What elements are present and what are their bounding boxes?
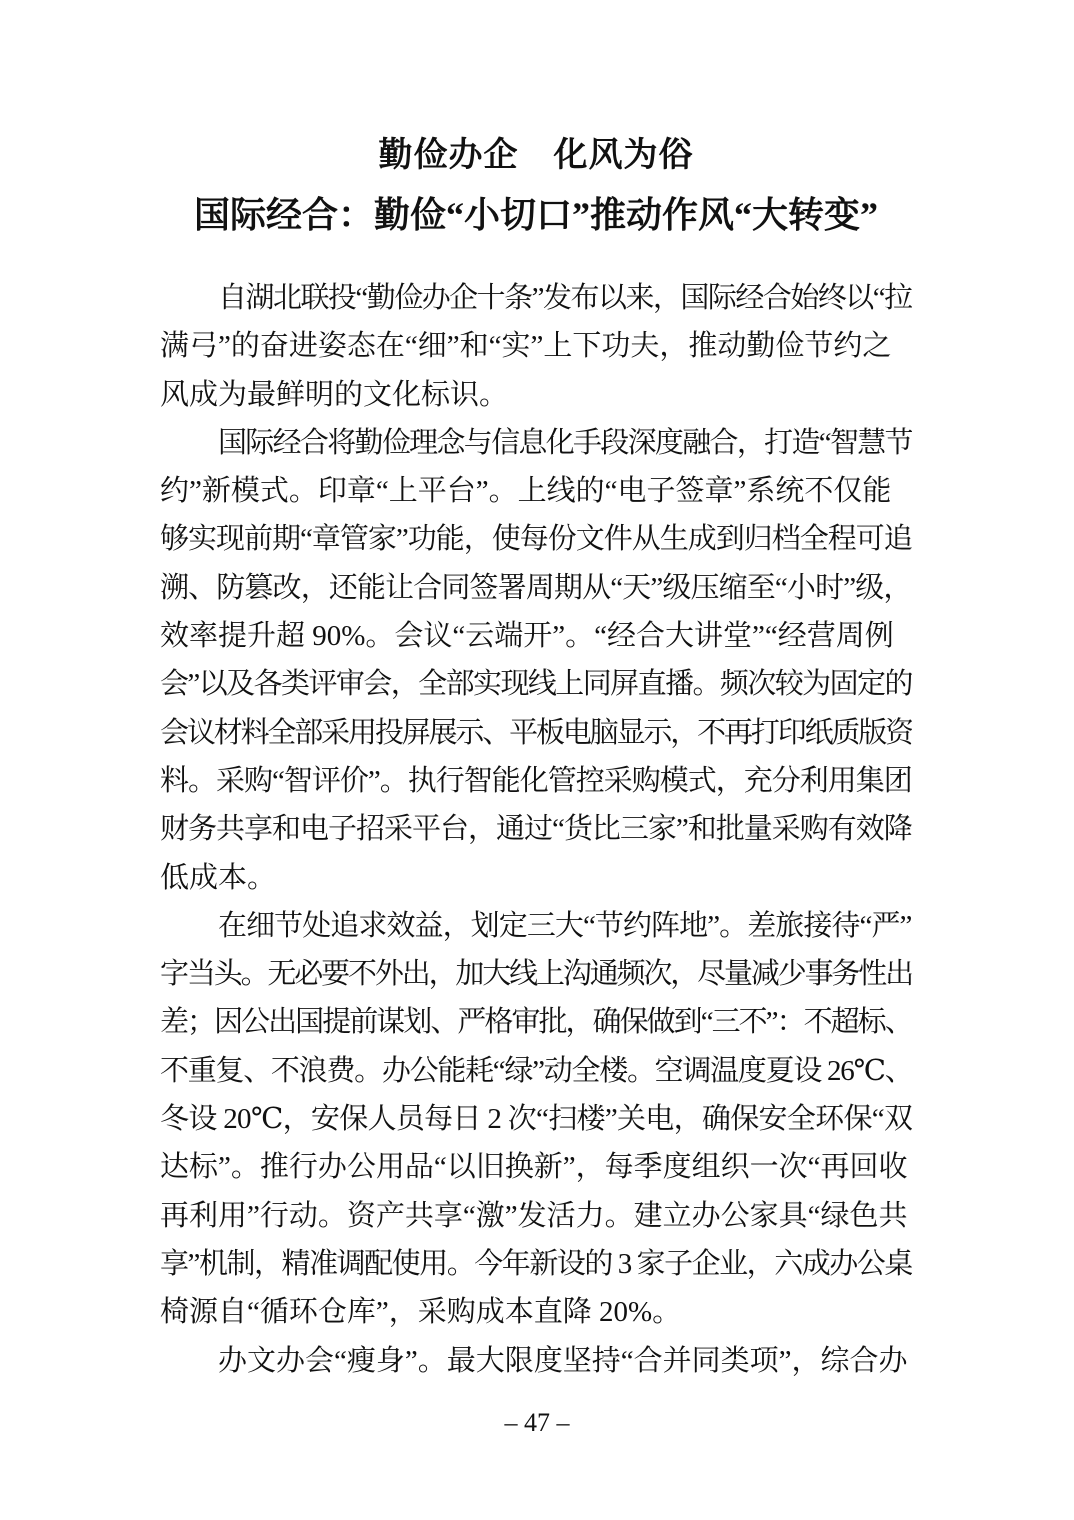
text-line: 不重复、不浪费。办公能耗“绿”动全楼。空调温度夏设 26℃、 <box>160 1054 912 1087</box>
text-line: 约”新模式。印章“上平台”。上线的“电子签章”系统不仅能 <box>160 475 892 508</box>
text-line: 字当头。无必要不外出，加大线上沟通频次，尽量减少事务性出 <box>160 958 912 991</box>
text-line: 会议材料全部采用投屏展示、平板电脑显示，不再打印纸质版资 <box>160 716 912 749</box>
text-line: 椅源自“循环仓库”，采购成本直降 20%。 <box>160 1296 682 1329</box>
text-line: 差；因公出国提前谋划、严格审批，确保做到“三不”：不超标、 <box>160 1006 912 1039</box>
paragraph <box>160 1337 912 1385</box>
text-line: 自湖北联投“勤俭办企十条”发布以来，国际经合始终以“拉 <box>218 282 912 314</box>
page-number: – 47 – <box>504 1408 570 1437</box>
text-line: 风成为最鲜明的文化标识。 <box>160 378 509 411</box>
text-line: 料。采购“智评价”。执行智能化管控采购模式，充分利用集团 <box>160 764 912 797</box>
text-line: 会”以及各类评审会，全部实现线上同屏直播。频次较为固定的 <box>160 668 912 701</box>
body-text <box>160 274 912 1385</box>
text-line: 溯、防篡改，还能让合同签署周期从“天”级压缩至“小时”级， <box>160 571 912 604</box>
text-line: 办文办会“瘦身”。最大限度坚持“合并同类项”，综合办 <box>218 1344 908 1377</box>
paragraph <box>160 274 912 419</box>
text-line: 满弓”的奋进姿态在“细”和“实”上下功夫，推动勤俭节约之 <box>160 330 892 363</box>
text-line: 低成本。 <box>160 861 277 894</box>
text-line: 在细节处追求效益，划定三大“节约阵地”。差旅接待“严” <box>218 909 912 942</box>
text-line: 冬设 20℃，安保人员每日 2 次“扫楼”关电，确保安全环保“双 <box>160 1103 912 1136</box>
document-content <box>160 136 912 1385</box>
text-line: 达标”。推行办公用品“以旧换新”，每季度组织一次“再回收 <box>160 1151 908 1184</box>
text-line: 财务共享和电子招采平台，通过“货比三家”和批量采购有效降 <box>160 813 912 846</box>
page-footer <box>0 1408 1074 1438</box>
text-line: 享”机制，精准调配使用。今年新设的 3 家子企业，六成办公桌 <box>160 1247 912 1280</box>
text-line: 国际经合将勤俭理念与信息化手段深度融合，打造“智慧节 <box>218 426 912 459</box>
text-line: 效率提升超 90%。会议“云端开”。“经合大讲堂”“经营周例 <box>160 620 894 653</box>
document-title-line1: 勤俭办企 化风为俗 <box>378 137 694 174</box>
paragraph <box>160 902 912 1337</box>
text-line: 够实现前期“章管家”功能，使每份文件从生成到归档全程可追 <box>160 523 912 556</box>
text-line: 再利用”行动。资产共享“激”发活力。建立办公家具“绿色共 <box>160 1199 908 1232</box>
document-title-line2: 国际经合：勤俭“小切口”推动作风“大转变” <box>193 195 878 235</box>
paragraph <box>160 419 912 902</box>
